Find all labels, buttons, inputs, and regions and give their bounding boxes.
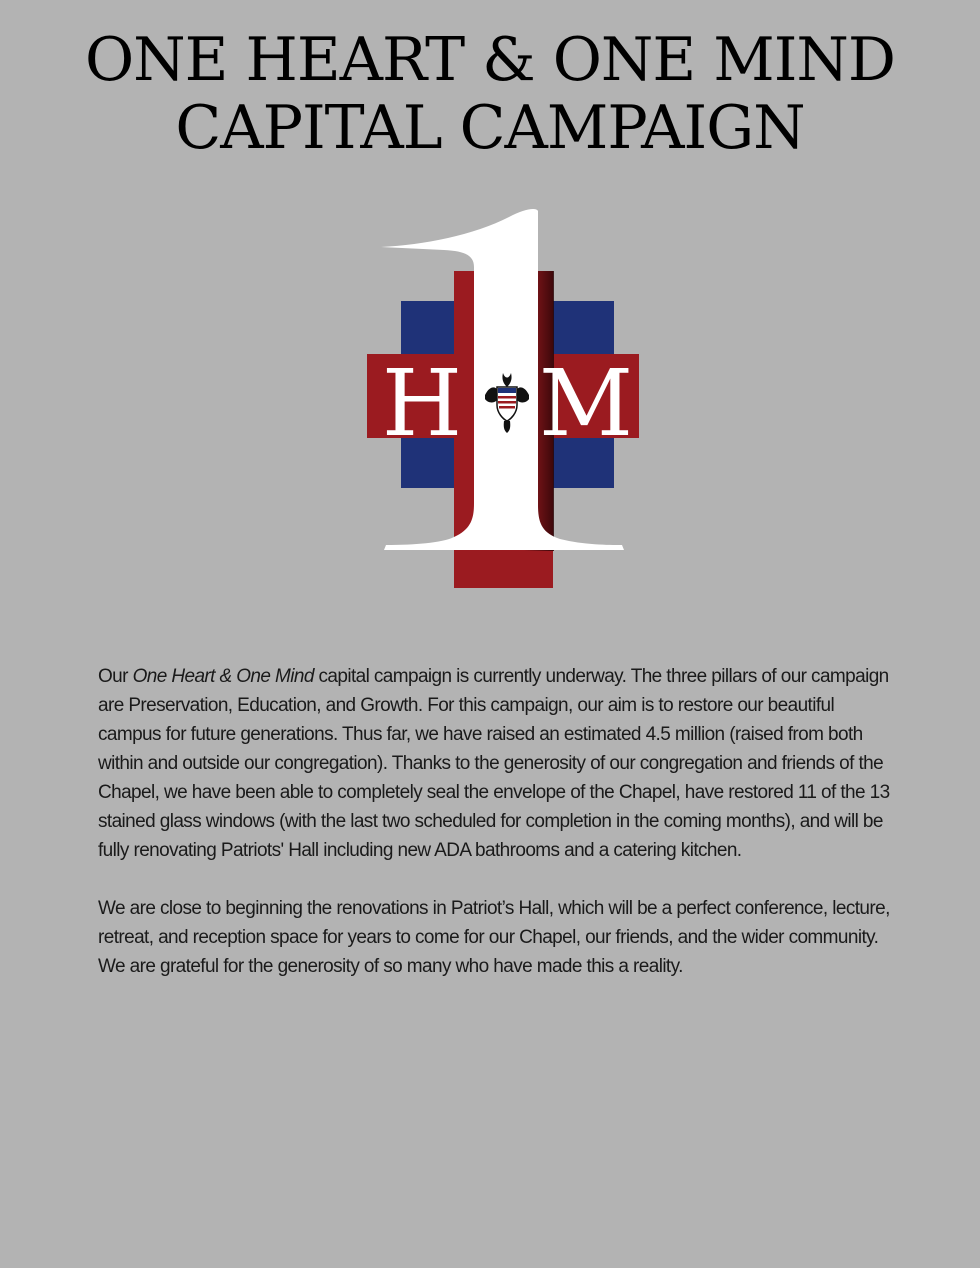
logo-letter-h: H [381,350,463,457]
campaign-description [98,662,898,1010]
paragraph-1 [98,662,898,865]
paragraph-1-rest: capital campaign is currently underway. The three pillars of our campaign are Preservation, Education, and Growth. For this campaign, our aim is to restore our beautiful campus for future generations. Thus far, we have raised an estimated 4.5 million (raised from both within and outside our congregation). Thanks to the generosity of our congregation and friends of the Chapel, we have been able to completely seal the envelope of the Chapel, have restored 11 of the 13 stained glass windows (with the last two scheduled for completion in the coming months), and will be fully renovating Patriots' Hall including new ADA bathrooms and a catering kitchen. [98,666,890,861]
paragraph-1-start: Our [98,666,133,687]
title-line-1: ONE HEART & ONE MIND [84,25,895,95]
page-title [0,26,980,162]
logo-letter-m: M [538,350,634,457]
campaign-logo [364,205,644,590]
title-line-2: CAPITAL CAMPAIGN [175,93,805,163]
campaign-name-italic: One Heart & One Mind [132,666,314,687]
paragraph-2: We are close to beginning the renovations in Patriot’s Hall, which will be a perfect conference, lecture, retreat, and reception space for years to come for our Chapel, our friends, and the wider community. We are grateful for the generosity of so many who have made this a reality. [98,898,890,977]
